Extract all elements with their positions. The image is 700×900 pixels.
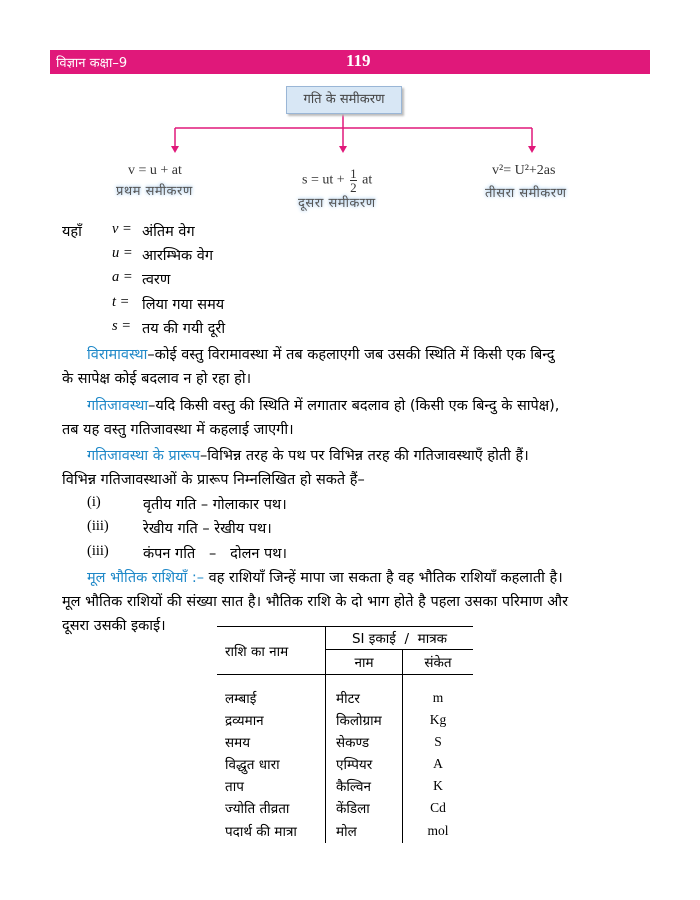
first-equation-name: प्रथम समीकरण xyxy=(116,184,193,199)
types-term: गतिजावस्था के प्रारूप xyxy=(87,448,200,464)
fundamental-paragraph-line1: मूल भौतिक राशियाँ :– वह राशियाँ जिन्हें मापा जा सकता है वह भौतिक राशियाँ कहलाती है। xyxy=(87,570,563,586)
diagram-title: गति के समीकरण xyxy=(286,86,402,114)
motion-paragraph-line1: गतिजावस्था–यदि किसी वस्तु की स्थिति में लगातार बदलाव हो (किसी एक बिन्दु के सापेक्ष), xyxy=(87,398,560,414)
motion-term: गतिजावस्था xyxy=(87,398,149,414)
types-paragraph-line2: विभिन्न गतिजावस्थाओं के प्रारूप निम्नलिखित हो सकते हैं– xyxy=(62,472,365,488)
book-title: विज्ञान कक्षा–9 xyxy=(56,56,128,71)
meaning-a: त्वरण xyxy=(142,272,171,288)
rest-term: विरामावस्था xyxy=(87,347,148,363)
third-equation: v²= U²+2as xyxy=(492,163,556,178)
table-row: विद्धुत धारा एम्पियर A xyxy=(217,753,473,775)
list-item-number: (iii) xyxy=(87,518,109,534)
table-row: समय सेकण्ड S xyxy=(217,731,473,753)
table-row: लम्बाई मीटर m xyxy=(217,687,473,709)
second-equation-name: दूसरा समीकरण xyxy=(298,196,376,211)
list-item: वृतीय गति – गोलाकार पथ। xyxy=(143,497,287,513)
header-unit-symbol: संकेत xyxy=(403,650,474,675)
header-unit-name: नाम xyxy=(326,650,403,675)
meaning-v: अंतिम वेग xyxy=(142,224,195,240)
second-equation: s = ut + $\frac{1}{2}$ at xyxy=(302,166,373,195)
table-row: द्रव्यमान किलोग्राम Kg xyxy=(217,709,473,731)
meaning-s: तय की गयी दूरी xyxy=(142,321,226,337)
table-row: ज्योति तीव्रता केंडिला Cd xyxy=(217,797,473,819)
definitions-intro: यहाँ xyxy=(62,224,82,240)
symbol-v: v = xyxy=(112,221,132,237)
symbol-t: t = xyxy=(112,294,130,310)
fundamental-paragraph-line2: मूल भौतिक राशियों की संख्या सात है। भौतिक राशि के दो भाग होते है पहला उसका परिमाण और xyxy=(62,594,569,610)
rest-paragraph-line2: के सापेक्ष कोई बदलाव न हो रहा हो। xyxy=(62,371,252,387)
third-equation-name: तीसरा समीकरण xyxy=(485,186,567,201)
list-item: कंपन गति – दोलन पथ। xyxy=(143,546,288,562)
first-equation: v = u + at xyxy=(128,163,182,178)
list-item: रेखीय गति – रेखीय पथ। xyxy=(143,521,272,537)
motion-paragraph-line2: तब यह वस्तु गतिजावस्था में कहलाई जाएगी। xyxy=(62,422,294,438)
table-row: पदार्थ की मात्रा मोल mol xyxy=(217,819,473,843)
list-item-number: (i) xyxy=(87,494,101,510)
symbol-s: s = xyxy=(112,318,132,334)
header-si-unit: SI इकाई / मात्रक xyxy=(326,627,474,650)
types-paragraph-line1: गतिजावस्था के प्रारूप–विभिन्न तरह के पथ पर विभिन्न तरह की गतिजावस्थाएँ होती हैं। xyxy=(87,448,529,464)
symbol-a: a = xyxy=(112,269,133,285)
meaning-t: लिया गया समय xyxy=(142,297,225,313)
si-units-table xyxy=(217,626,473,843)
fundamental-term: मूल भौतिक राशियाँ :– xyxy=(87,570,205,586)
table-row: ताप कैल्विन K xyxy=(217,775,473,797)
fundamental-paragraph-line3: दूसरा उसकी इकाई। xyxy=(62,618,166,634)
list-item-number: (iii) xyxy=(87,543,109,559)
header-quantity: राशि का नाम xyxy=(217,627,326,675)
rest-paragraph-line1: विरामावस्था–कोई वस्तु विरामावस्था में तब कहलाएगी जब उसकी स्थिति में किसी एक बिन्दु xyxy=(87,347,555,363)
meaning-u: आरम्भिक वेग xyxy=(142,248,214,264)
page-number: 119 xyxy=(346,51,371,70)
symbol-u: u = xyxy=(112,245,133,261)
